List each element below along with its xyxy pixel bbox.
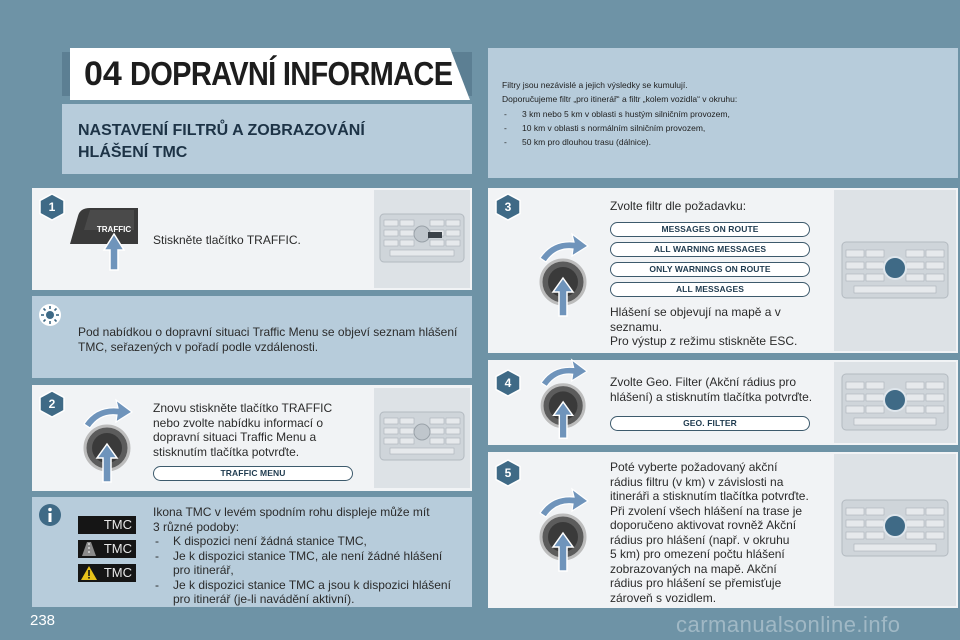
step3-text	[610, 305, 797, 349]
subtitle-line-1: NASTAVENÍ FILTRŮ A ZOBRAZOVÁNÍ	[78, 122, 365, 139]
warning-triangle-icon	[81, 566, 97, 580]
step5-line: zobrazovaných na mapě. Akční	[610, 561, 777, 576]
filter-all-messages-button[interactable]: ALL MESSAGES	[610, 282, 810, 297]
radio-unit-icon	[374, 190, 470, 288]
step4-line: hlášení) a stisknutím tlačítka potvrďte.	[610, 389, 813, 404]
info-item	[153, 534, 465, 549]
geo-filter-button[interactable]: GEO. FILTER	[610, 416, 810, 431]
rotary-knob-icon	[530, 485, 602, 577]
info-item-text: - Je k dispozici stanice TMC a jsou k dispozici hlášení	[173, 577, 451, 592]
filter-all-warning-messages-button[interactable]: ALL WARNING MESSAGES	[610, 242, 810, 257]
traffic-key-label: TRAFFIC	[96, 225, 132, 234]
step4-badge	[494, 369, 522, 397]
section-subtitle	[78, 120, 365, 164]
step2-line: nebo zvolte nabídku informací o	[153, 415, 324, 430]
info-line: 3 různé podoby:	[153, 519, 240, 534]
filter-messages-on-route-button[interactable]: MESSAGES ON ROUTE	[610, 222, 810, 237]
step3-badge	[494, 193, 522, 221]
step2-badge	[38, 390, 66, 418]
tip-text: Pod nabídkou o dopravní situaci Traffic Menu se objeví seznam hlášení TMC, seřazených v pořadí podle vzdálenosti.	[78, 325, 458, 354]
info-item-text: pro itinerář (je-li navádění aktivní).	[173, 592, 355, 606]
tmc-label: TMC	[103, 541, 132, 556]
subtitle-line-2: HLÁŠENÍ TMC	[78, 144, 188, 161]
filter-only-warnings-on-route-button[interactable]: ONLY WARNINGS ON ROUTE	[610, 262, 810, 277]
radio-panel-image	[834, 362, 956, 443]
info-item-text: - Je k dispozici stanice TMC, ale není žádné hlášení	[173, 548, 443, 563]
watermark: carmanualsonline.info	[676, 612, 901, 637]
rotary-knob-icon	[530, 356, 602, 444]
radio-panel-image	[374, 388, 470, 488]
info-icon	[38, 503, 62, 527]
step4-line: Zvolte Geo. Filter (Akční rádius pro	[610, 375, 797, 389]
tmc-icon-no-station: TMC	[78, 516, 136, 534]
step5-text	[610, 460, 809, 605]
traffic-key-icon	[68, 206, 148, 272]
step5-line: zároveň s vozidlem.	[610, 590, 717, 605]
info-item	[153, 578, 465, 607]
radio-panel-image	[374, 190, 470, 288]
step2-text	[153, 401, 332, 459]
step5-line: 5 km) pro omezení počtu hlášení	[610, 547, 785, 561]
info-item-text: pro itinerář,	[173, 563, 234, 577]
step1-text: Stiskněte tlačítko TRAFFIC.	[153, 233, 301, 247]
chapter-title: DOPRAVNÍ INFORMACE	[130, 55, 453, 92]
tmc-icon-warning	[78, 564, 136, 582]
info-text	[153, 505, 465, 607]
step4-text	[610, 375, 812, 404]
step3-line: Hlášení se objevují na mapě a v	[610, 305, 781, 319]
step2-line: Znovu stiskněte tlačítko TRAFFIC	[153, 401, 333, 415]
step2-line: dopravní situaci Traffic Menu a	[153, 430, 317, 444]
step5-line: Poté vyberte požadovaný akční	[610, 460, 778, 474]
road-icon	[81, 542, 97, 556]
step-number: 5	[504, 466, 512, 480]
radio-panel-image	[834, 190, 956, 351]
info-item-text: K dispozici není žádná stanice TMC,	[173, 534, 367, 548]
traffic-menu-button[interactable]: TRAFFIC MENU	[153, 466, 353, 481]
step5-line: Při zvolení všech hlášení na trase je	[610, 503, 803, 518]
tmc-label: TMC	[103, 565, 132, 580]
chapter-number: 04	[84, 55, 122, 93]
step3-title: Zvolte filtr dle požadavku:	[610, 199, 747, 213]
step2-line: stisknutím tlačítka potvrďte.	[153, 444, 300, 459]
intro-panel	[488, 48, 958, 178]
step5-line: itineráři a stisknutím tlačítka potvrďte.	[610, 489, 809, 503]
step5-line: doporučeno aktivovat rovněž Akční	[610, 518, 797, 532]
intro-line-1: Filtry jsou nezávislé a jejich výsledky se kumulují.	[502, 80, 688, 90]
step3-line: seznamu.	[610, 319, 663, 334]
intro-line-2: Doporučujeme filtr „pro itinerář“ a filtr „kolem vozidla“ v okruhu:	[502, 94, 738, 104]
step1-badge	[38, 193, 66, 221]
info-line: Ikona TMC v levém spodním rohu displeje může mít	[153, 505, 430, 519]
intro-item: - 50 km pro dlouhou trasu (dálnice).	[502, 135, 737, 149]
page-number: 238	[30, 612, 56, 629]
info-item	[153, 549, 465, 578]
step-number: 3	[504, 200, 512, 214]
step5-line: rádius pro hlášení se přemisťuje	[610, 576, 782, 590]
radio-panel-image	[834, 454, 956, 606]
intro-item: - 3 km nebo 5 km v oblasti s hustým silničním provozem,	[502, 107, 737, 121]
tmc-icon-station	[78, 540, 136, 558]
step-number: 1	[48, 200, 56, 214]
rotary-knob-icon	[74, 396, 146, 488]
step5-badge	[494, 459, 522, 487]
radio-unit-icon	[374, 388, 470, 488]
radio-unit-icon	[834, 454, 956, 606]
intro-item: - 10 km v oblasti s normálním silničním provozem,	[502, 121, 737, 135]
radio-unit-icon	[834, 190, 956, 351]
step3-line: Pro výstup z režimu stiskněte ESC.	[610, 334, 798, 348]
step-number: 4	[504, 376, 512, 390]
step-number: 2	[48, 397, 56, 411]
sun-tip-icon	[38, 303, 62, 327]
step5-line: rádius filtru (v km) v závislosti na	[610, 474, 784, 489]
radio-unit-icon	[834, 362, 956, 443]
rotary-knob-icon	[530, 230, 602, 322]
step5-line: rádius pro hlášení (např. v okruhu	[610, 532, 790, 547]
